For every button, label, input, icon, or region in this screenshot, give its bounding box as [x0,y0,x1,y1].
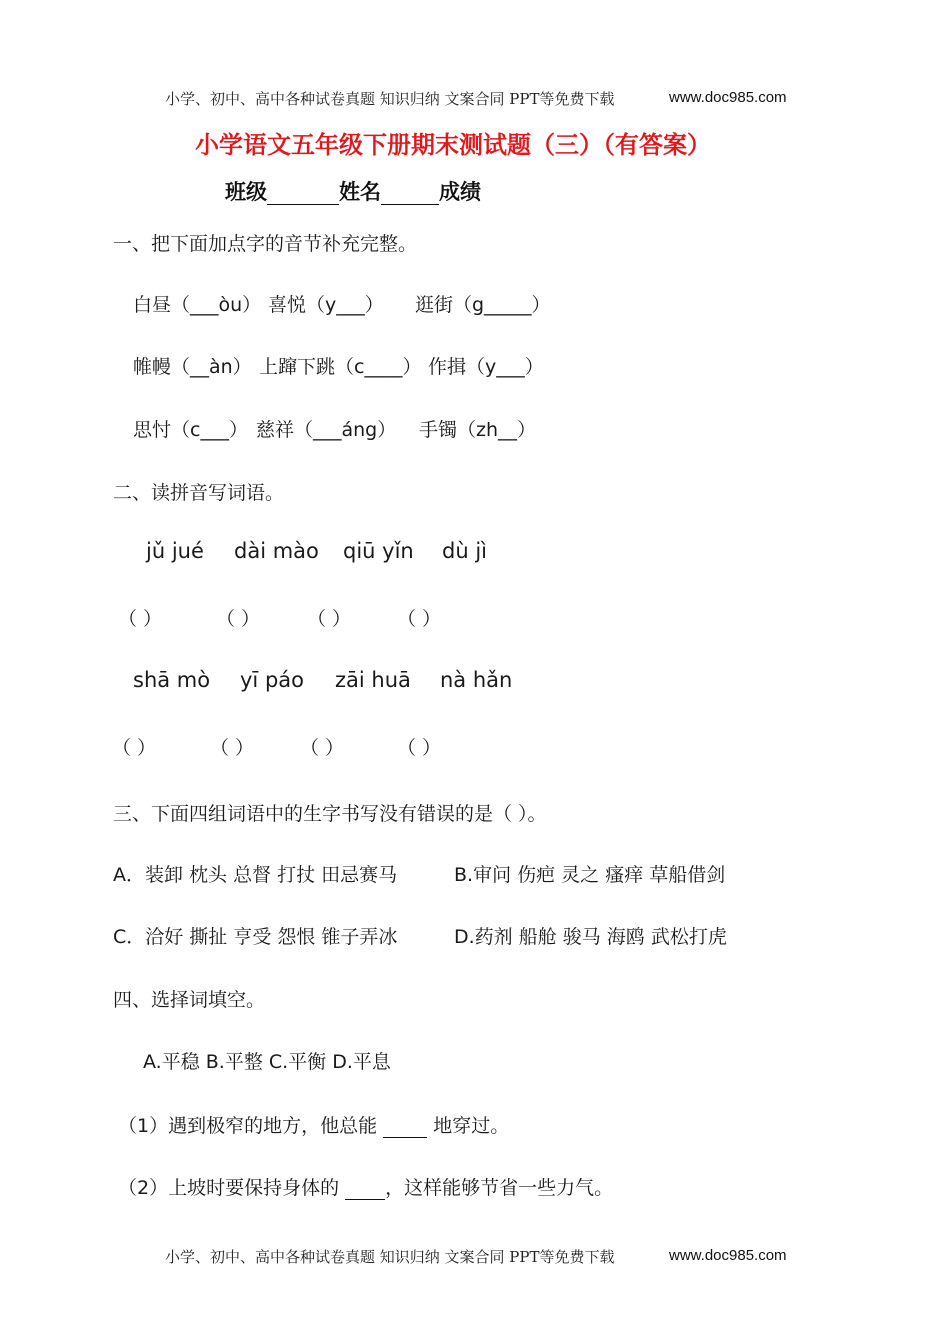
pinyin: zāi huā [335,668,411,692]
answer-bracket: （ ） [118,608,163,630]
footer-text: 小学、初中、高中各种试卷真题 知识归纳 文案合同 PPT等免费下载 [165,1248,615,1266]
q4-heading: 四、选择词填空。 [113,989,266,1011]
answer-bracket: （ ） [300,737,345,759]
answer-bracket: （ ） [397,737,442,759]
answer-bracket: （ ） [112,737,157,759]
answer-bracket: （ ） [307,608,352,630]
page-title: 小学语文五年级下册期末测试题（三）（有答案） [195,131,711,159]
q4-item-text: ，这样能够节省一些力气。 [385,1177,614,1199]
class-blank [267,180,339,205]
q4-item-text: （2）上坡时要保持身体的 [118,1177,340,1199]
q1-heading: 一、把下面加点字的音节补充完整。 [113,233,418,255]
class-label: 班级 [225,180,267,204]
header-text: 小学、初中、高中各种试卷真题 知识归纳 文案合同 PPT等免费下载 [165,90,615,108]
pinyin: dù jì [442,539,487,563]
q2-heading: 二、读拼音写词语。 [113,482,285,504]
answer-bracket: （ ） [216,608,261,630]
q4-item [118,1173,613,1200]
q1-item: 手镯（zh__） [419,419,537,441]
info-line [225,176,481,206]
q1-item: 上蹿下跳（c____） [259,356,422,378]
score-label: 成绩 [439,180,481,204]
q1-item: 慈祥（___áng） [256,419,397,441]
answer-bracket: （ ） [210,737,255,759]
q4-item-text: （1）遇到极窄的地方，他总能 [118,1115,378,1137]
q1-item: 作揖（y___） [428,356,544,378]
q1-item: 帷幔（__àn） [133,356,252,378]
q4-choices: A.平稳 B.平整 C.平衡 D.平息 [143,1051,391,1073]
pinyin: yī páo [240,668,304,692]
q3-option-a: A．装卸 枕头 总督 打扙 田忌赛马 [113,864,398,886]
pinyin: shā mò [133,668,211,692]
pinyin: dài mào [234,539,319,563]
q3-option-b: B.审问 伤疤 灵之 瘙痒 草船借剑 [454,864,726,886]
answer-bracket: （ ） [397,608,442,630]
fill-blank [345,1177,385,1200]
fill-blank [383,1115,427,1138]
name-blank [381,180,439,205]
q3-option-c: C．洽好 撕扯 亨受 怨恨 锥子弄冰 [113,926,398,948]
q1-item: 逛街（g_____） [415,294,551,316]
header-site[interactable]: www.doc985.com [669,89,787,106]
q4-item [118,1111,509,1138]
q1-item: 白昼（___òu） [133,294,262,316]
pinyin: jǔ jué [146,539,204,563]
pinyin: nà hǎn [440,668,513,692]
q1-item: 思忖（c___） [133,419,248,441]
footer-site[interactable]: www.doc985.com [669,1247,787,1264]
q3-heading: 三、下面四组词语中的生字书写没有错误的是（ ）。 [113,803,547,825]
pinyin: qiū yǐn [343,539,414,563]
q4-item-text: 地穿过。 [433,1115,510,1137]
name-label: 姓名 [339,180,381,204]
q3-option-d: D.药剂 船舱 骏马 海鸥 武松打虎 [454,926,727,948]
q1-item: 喜悦（y___） [268,294,384,316]
